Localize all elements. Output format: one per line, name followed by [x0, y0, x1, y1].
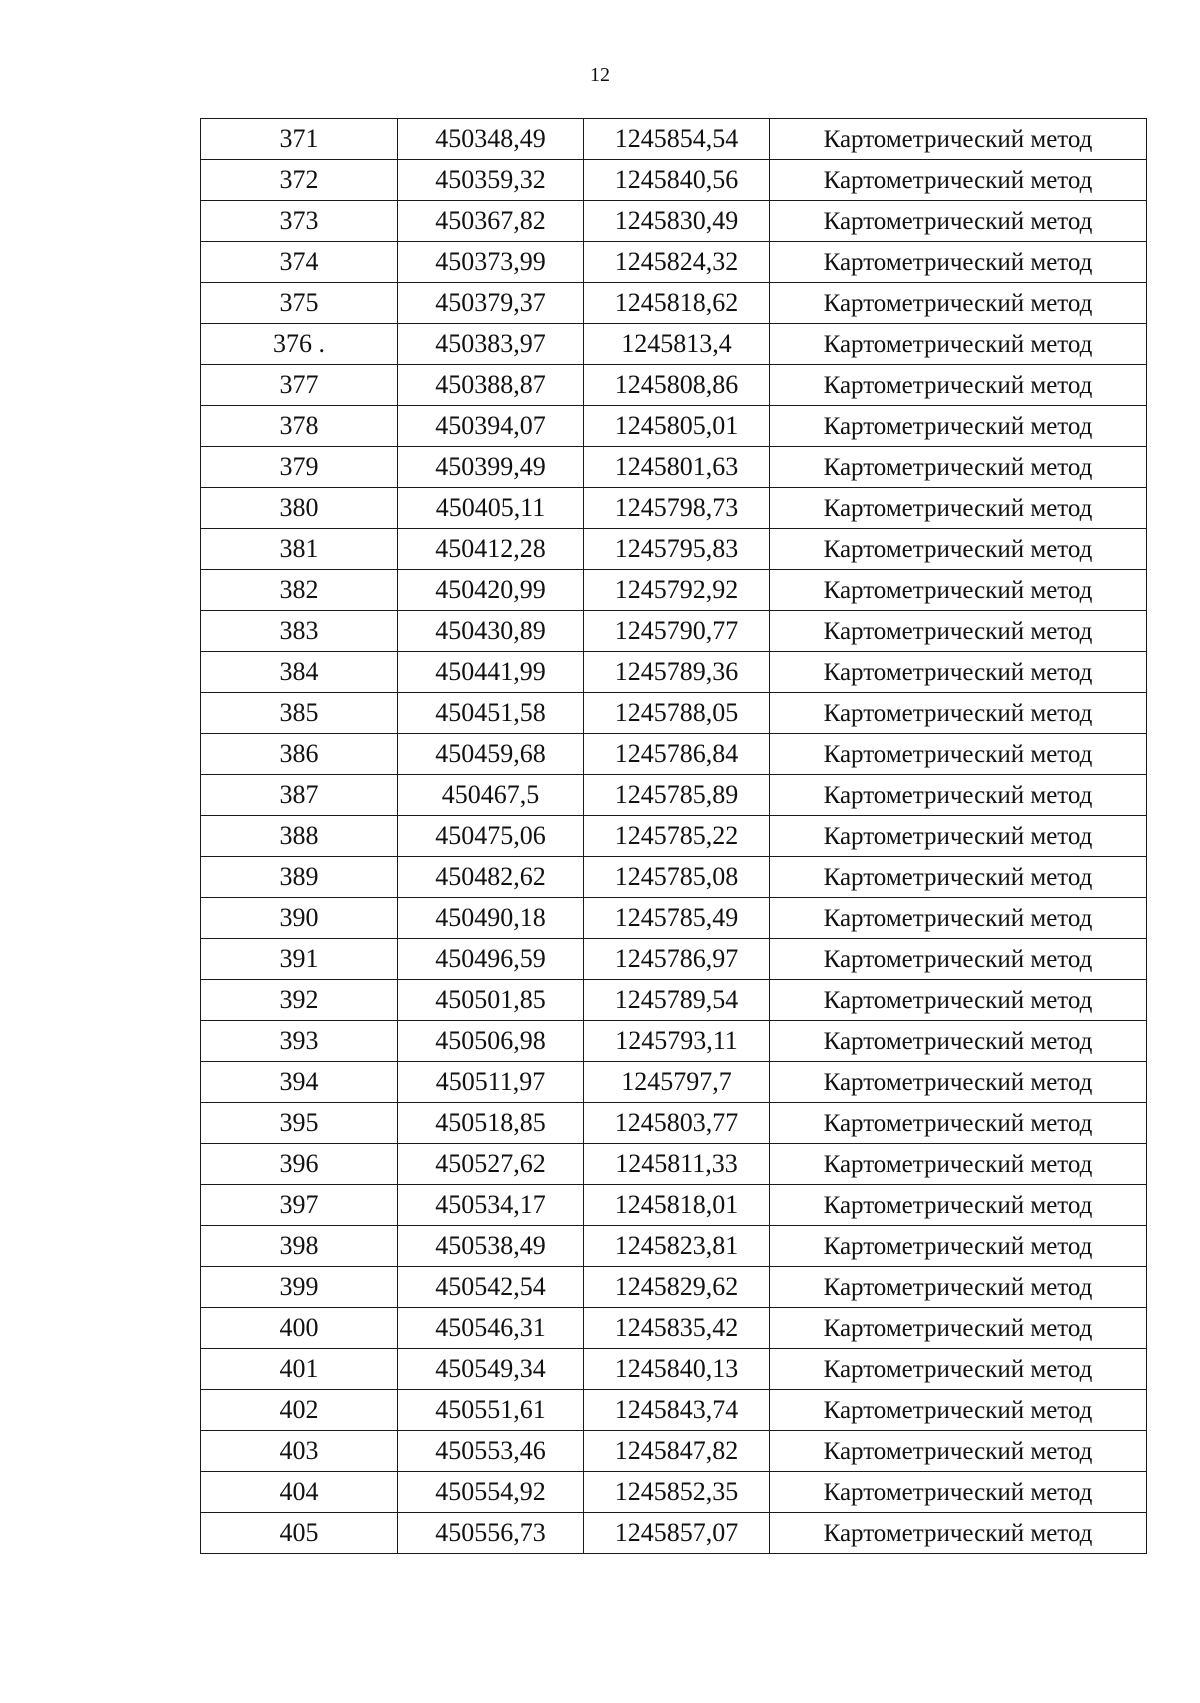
- y-coordinate-cell: 1245852,35: [584, 1472, 770, 1513]
- x-coordinate-cell: 450496,59: [398, 939, 584, 980]
- point-number-cell: 376 .: [201, 324, 398, 365]
- point-number-cell: 374: [201, 242, 398, 283]
- method-cell: Картометрический метод: [770, 1021, 1147, 1062]
- y-coordinate-cell: 1245857,07: [584, 1513, 770, 1554]
- y-coordinate-cell: 1245805,01: [584, 406, 770, 447]
- method-cell: Картометрический метод: [770, 365, 1147, 406]
- x-coordinate-cell: 450527,62: [398, 1144, 584, 1185]
- point-number-cell: 380: [201, 488, 398, 529]
- x-coordinate-cell: 450412,28: [398, 529, 584, 570]
- table-row: [201, 529, 1147, 570]
- y-coordinate-cell: 1245786,97: [584, 939, 770, 980]
- x-coordinate-cell: 450482,62: [398, 857, 584, 898]
- x-coordinate-cell: 450542,54: [398, 1267, 584, 1308]
- method-cell: Картометрический метод: [770, 734, 1147, 775]
- x-coordinate-cell: 450546,31: [398, 1308, 584, 1349]
- method-cell: Картометрический метод: [770, 529, 1147, 570]
- method-cell: Картометрический метод: [770, 1390, 1147, 1431]
- y-coordinate-cell: 1245813,4: [584, 324, 770, 365]
- y-coordinate-cell: 1245789,36: [584, 652, 770, 693]
- table-row: [201, 242, 1147, 283]
- x-coordinate-cell: 450441,99: [398, 652, 584, 693]
- table-row: [201, 160, 1147, 201]
- x-coordinate-cell: 450405,11: [398, 488, 584, 529]
- y-coordinate-cell: 1245790,77: [584, 611, 770, 652]
- x-coordinate-cell: 450379,37: [398, 283, 584, 324]
- method-cell: Картометрический метод: [770, 447, 1147, 488]
- y-coordinate-cell: 1245830,49: [584, 201, 770, 242]
- y-coordinate-cell: 1245811,33: [584, 1144, 770, 1185]
- method-cell: Картометрический метод: [770, 1431, 1147, 1472]
- x-coordinate-cell: 450490,18: [398, 898, 584, 939]
- y-coordinate-cell: 1245785,22: [584, 816, 770, 857]
- table-row: [201, 365, 1147, 406]
- table-row: [201, 1390, 1147, 1431]
- point-number-cell: 378: [201, 406, 398, 447]
- method-cell: Картометрический метод: [770, 1144, 1147, 1185]
- table-row: [201, 734, 1147, 775]
- point-number-cell: 405: [201, 1513, 398, 1554]
- x-coordinate-cell: 450538,49: [398, 1226, 584, 1267]
- method-cell: Картометрический метод: [770, 775, 1147, 816]
- x-coordinate-cell: 450459,68: [398, 734, 584, 775]
- x-coordinate-cell: 450373,99: [398, 242, 584, 283]
- table-row: [201, 1513, 1147, 1554]
- x-coordinate-cell: 450534,17: [398, 1185, 584, 1226]
- x-coordinate-cell: 450367,82: [398, 201, 584, 242]
- method-cell: Картометрический метод: [770, 324, 1147, 365]
- table-row: [201, 488, 1147, 529]
- table-row: [201, 1062, 1147, 1103]
- point-number-cell: 389: [201, 857, 398, 898]
- point-number-cell: 390: [201, 898, 398, 939]
- method-cell: Картометрический метод: [770, 1103, 1147, 1144]
- y-coordinate-cell: 1245786,84: [584, 734, 770, 775]
- method-cell: Картометрический метод: [770, 1062, 1147, 1103]
- point-number-cell: 379: [201, 447, 398, 488]
- x-coordinate-cell: 450388,87: [398, 365, 584, 406]
- point-number-cell: 392: [201, 980, 398, 1021]
- point-number-cell: 381: [201, 529, 398, 570]
- method-cell: Картометрический метод: [770, 611, 1147, 652]
- method-cell: Картометрический метод: [770, 283, 1147, 324]
- method-cell: Картометрический метод: [770, 406, 1147, 447]
- point-number-cell: 383: [201, 611, 398, 652]
- table-row: [201, 324, 1147, 365]
- y-coordinate-cell: 1245792,92: [584, 570, 770, 611]
- x-coordinate-cell: 450553,46: [398, 1431, 584, 1472]
- method-cell: Картометрический метод: [770, 1226, 1147, 1267]
- table-row: [201, 1472, 1147, 1513]
- point-number-cell: 387: [201, 775, 398, 816]
- method-cell: Картометрический метод: [770, 1308, 1147, 1349]
- y-coordinate-cell: 1245823,81: [584, 1226, 770, 1267]
- table-row: [201, 775, 1147, 816]
- y-coordinate-cell: 1245788,05: [584, 693, 770, 734]
- table-row: [201, 1144, 1147, 1185]
- point-number-cell: 401: [201, 1349, 398, 1390]
- point-number-cell: 393: [201, 1021, 398, 1062]
- table-row: [201, 1103, 1147, 1144]
- x-coordinate-cell: 450451,58: [398, 693, 584, 734]
- method-cell: Картометрический метод: [770, 488, 1147, 529]
- point-number-cell: 402: [201, 1390, 398, 1431]
- y-coordinate-cell: 1245785,89: [584, 775, 770, 816]
- x-coordinate-cell: 450467,5: [398, 775, 584, 816]
- table-row: [201, 898, 1147, 939]
- y-coordinate-cell: 1245789,54: [584, 980, 770, 1021]
- table-row: [201, 283, 1147, 324]
- method-cell: Картометрический метод: [770, 1185, 1147, 1226]
- y-coordinate-cell: 1245829,62: [584, 1267, 770, 1308]
- point-number-cell: 403: [201, 1431, 398, 1472]
- method-cell: Картометрический метод: [770, 980, 1147, 1021]
- table-row: [201, 1308, 1147, 1349]
- point-number-cell: 399: [201, 1267, 398, 1308]
- method-cell: Картометрический метод: [770, 201, 1147, 242]
- point-number-cell: 397: [201, 1185, 398, 1226]
- method-cell: Картометрический метод: [770, 939, 1147, 980]
- point-number-cell: 396: [201, 1144, 398, 1185]
- point-number-cell: 375: [201, 283, 398, 324]
- y-coordinate-cell: 1245818,62: [584, 283, 770, 324]
- x-coordinate-cell: 450556,73: [398, 1513, 584, 1554]
- table-row: [201, 119, 1147, 160]
- method-cell: Картометрический метод: [770, 857, 1147, 898]
- table-body: [201, 119, 1147, 1554]
- point-number-cell: 391: [201, 939, 398, 980]
- table-row: [201, 1185, 1147, 1226]
- point-number-cell: 373: [201, 201, 398, 242]
- table-row: [201, 1267, 1147, 1308]
- table-row: [201, 857, 1147, 898]
- x-coordinate-cell: 450475,06: [398, 816, 584, 857]
- x-coordinate-cell: 450394,07: [398, 406, 584, 447]
- table-row: [201, 1021, 1147, 1062]
- y-coordinate-cell: 1245797,7: [584, 1062, 770, 1103]
- y-coordinate-cell: 1245843,74: [584, 1390, 770, 1431]
- x-coordinate-cell: 450554,92: [398, 1472, 584, 1513]
- point-number-cell: 398: [201, 1226, 398, 1267]
- y-coordinate-cell: 1245835,42: [584, 1308, 770, 1349]
- y-coordinate-cell: 1245795,83: [584, 529, 770, 570]
- table-row: [201, 1349, 1147, 1390]
- y-coordinate-cell: 1245785,49: [584, 898, 770, 939]
- y-coordinate-cell: 1245803,77: [584, 1103, 770, 1144]
- table-row: [201, 652, 1147, 693]
- point-number-cell: 394: [201, 1062, 398, 1103]
- table-row: [201, 693, 1147, 734]
- y-coordinate-cell: 1245847,82: [584, 1431, 770, 1472]
- table-row: [201, 939, 1147, 980]
- table-row: [201, 980, 1147, 1021]
- method-cell: Картометрический метод: [770, 1267, 1147, 1308]
- y-coordinate-cell: 1245854,54: [584, 119, 770, 160]
- table-row: [201, 447, 1147, 488]
- method-cell: Картометрический метод: [770, 1349, 1147, 1390]
- method-cell: Картометрический метод: [770, 1472, 1147, 1513]
- x-coordinate-cell: 450399,49: [398, 447, 584, 488]
- point-number-cell: 384: [201, 652, 398, 693]
- point-number-cell: 385: [201, 693, 398, 734]
- y-coordinate-cell: 1245818,01: [584, 1185, 770, 1226]
- point-number-cell: 404: [201, 1472, 398, 1513]
- y-coordinate-cell: 1245840,56: [584, 160, 770, 201]
- y-coordinate-cell: 1245801,63: [584, 447, 770, 488]
- x-coordinate-cell: 450551,61: [398, 1390, 584, 1431]
- method-cell: Картометрический метод: [770, 693, 1147, 734]
- table-row: [201, 201, 1147, 242]
- point-number-cell: 377: [201, 365, 398, 406]
- table-row: [201, 816, 1147, 857]
- method-cell: Картометрический метод: [770, 242, 1147, 283]
- point-number-cell: 382: [201, 570, 398, 611]
- point-number-cell: 395: [201, 1103, 398, 1144]
- method-cell: Картометрический метод: [770, 119, 1147, 160]
- table-row: [201, 406, 1147, 447]
- x-coordinate-cell: 450511,97: [398, 1062, 584, 1103]
- method-cell: Картометрический метод: [770, 160, 1147, 201]
- page-number: 12: [590, 64, 610, 86]
- table-row: [201, 570, 1147, 611]
- x-coordinate-cell: 450501,85: [398, 980, 584, 1021]
- y-coordinate-cell: 1245808,86: [584, 365, 770, 406]
- y-coordinate-cell: 1245793,11: [584, 1021, 770, 1062]
- method-cell: Картометрический метод: [770, 1513, 1147, 1554]
- x-coordinate-cell: 450359,32: [398, 160, 584, 201]
- x-coordinate-cell: 450430,89: [398, 611, 584, 652]
- method-cell: Картометрический метод: [770, 652, 1147, 693]
- point-number-cell: 400: [201, 1308, 398, 1349]
- x-coordinate-cell: 450348,49: [398, 119, 584, 160]
- x-coordinate-cell: 450518,85: [398, 1103, 584, 1144]
- y-coordinate-cell: 1245824,32: [584, 242, 770, 283]
- x-coordinate-cell: 450420,99: [398, 570, 584, 611]
- table-row: [201, 1226, 1147, 1267]
- table-row: [201, 1431, 1147, 1472]
- y-coordinate-cell: 1245798,73: [584, 488, 770, 529]
- y-coordinate-cell: 1245785,08: [584, 857, 770, 898]
- coordinates-table: [200, 118, 1147, 1554]
- method-cell: Картометрический метод: [770, 816, 1147, 857]
- x-coordinate-cell: 450383,97: [398, 324, 584, 365]
- method-cell: Картометрический метод: [770, 570, 1147, 611]
- x-coordinate-cell: 450549,34: [398, 1349, 584, 1390]
- point-number-cell: 386: [201, 734, 398, 775]
- method-cell: Картометрический метод: [770, 898, 1147, 939]
- point-number-cell: 371: [201, 119, 398, 160]
- table-row: [201, 611, 1147, 652]
- point-number-cell: 372: [201, 160, 398, 201]
- x-coordinate-cell: 450506,98: [398, 1021, 584, 1062]
- point-number-cell: 388: [201, 816, 398, 857]
- y-coordinate-cell: 1245840,13: [584, 1349, 770, 1390]
